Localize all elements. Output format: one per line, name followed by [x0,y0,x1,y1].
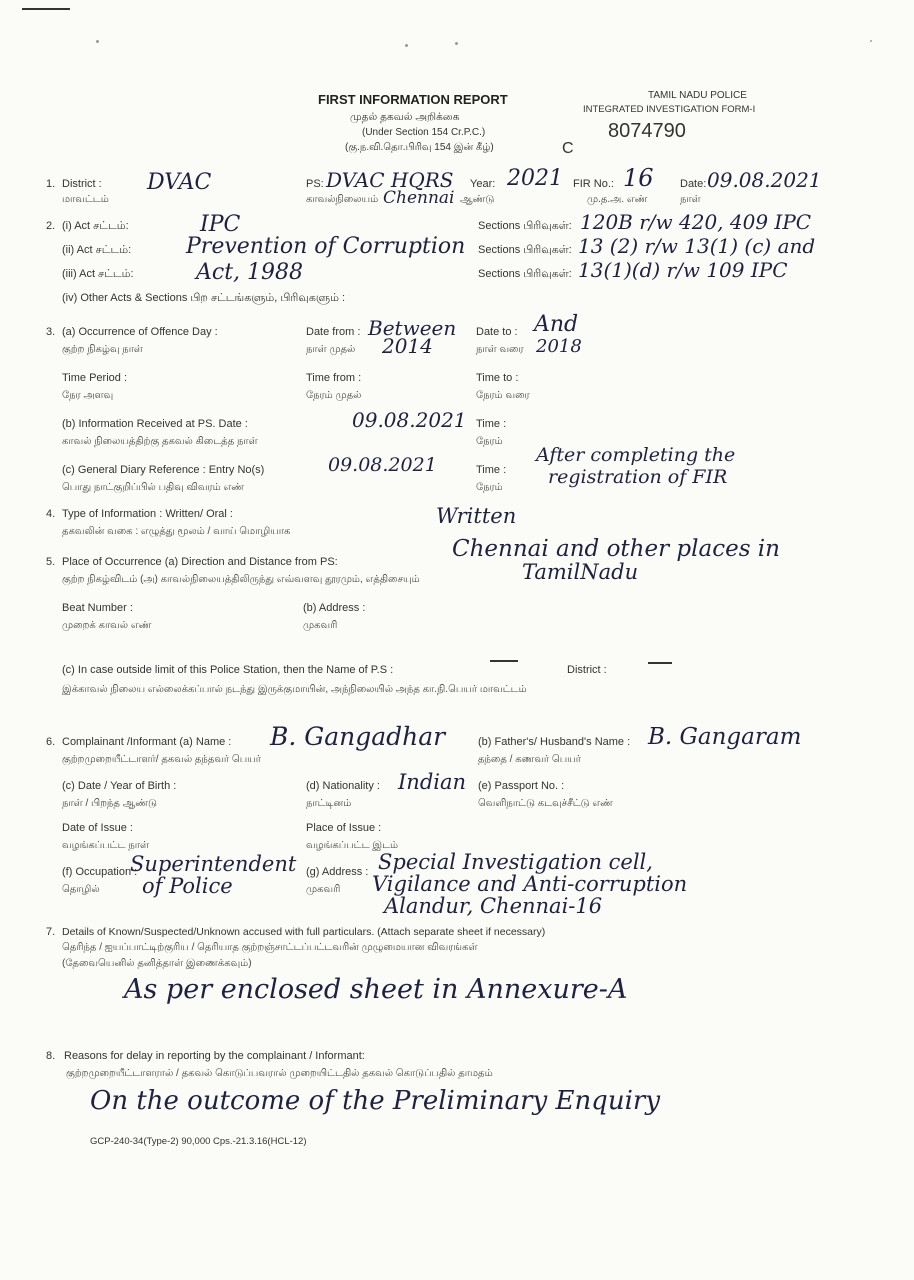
date-from-value: Between [368,316,457,340]
nationality-label: (d) Nationality : [306,780,380,792]
date-from-year: 2014 [382,334,433,358]
ps-label: PS: [306,178,324,190]
accused-value: As per enclosed sheet in Annexure-A [124,974,628,1005]
act2-value: Prevention of Corruption [186,234,466,259]
copy-mark: C [562,140,574,157]
father-name-value: B. Gangaram [648,724,802,750]
complainant-address-label-tamil: முகவரி [306,884,341,895]
time-period-label: Time Period : [62,372,128,384]
date-from-label: Date from : [306,326,361,338]
form-title: FIRST INFORMATION REPORT [318,92,508,107]
sections3-value: 13(1)(d) r/w 109 IPC [578,258,788,282]
nationality-value: Indian [398,770,467,794]
occurrence-day-label-tamil: குற்ற நிகழ்வு நாள் [62,344,143,355]
outside-ps-label: (c) In case outside limit of this Police Station, then the Name of P.S : [62,664,394,676]
date-label: Date: [680,178,707,190]
fir-value: 16 [623,164,654,192]
info-type-value: Written [436,504,517,528]
passport-label: (e) Passport No. : [478,780,565,792]
place-value: Chennai and other places in [452,536,780,562]
date-to-label-tamil: நாள் வரை [476,344,524,355]
district-label: District : [62,178,102,190]
act1-value: IPC [200,212,241,237]
district-label-tamil: மாவட்டம் [62,194,109,205]
place-label: Place of Occurrence (a) Direction and Distance from PS: [62,556,338,568]
time-label-tamil: நேரம் [476,436,503,447]
gd-reference-value: 09.08.2021 [328,454,437,476]
outside-ps-label-tamil: இக்காவல் நிலைய எல்லைக்கப்பால் நடந்து இருக்குமாயின், அந்நிலையில் அந்த கா.நி.பெயர் மாவட்டம் [62,684,527,695]
item-number: 1. [46,178,56,190]
blank-dash [648,662,672,664]
ps-value-2: Chennai [383,188,455,208]
place-address-label: (b) Address : [303,602,366,614]
complainant-address-value-3: Alandur, Chennai-16 [384,894,603,918]
time-from-label-tamil: நேரம் முதல் [306,390,362,401]
under-section-tamil: (கு.ந.வி.தொ.பிரிவு 154 இன் கீழ்) [345,142,494,153]
time-label: Time : [476,418,507,430]
beat-number-label: Beat Number : [62,602,133,614]
scan-speck [870,40,872,42]
complainant-name-value: B. Gangadhar [270,722,446,751]
gd-time-value: After completing the [536,444,736,466]
printer-line: GCP-240-34(Type-2) 90,000 Cps.-21.3.16(HCL-12) [90,1136,307,1147]
scan-speck [96,40,99,43]
outside-district-label: District : [567,664,607,676]
act2-label: (ii) Act சட்டம்: [62,244,132,256]
beat-number-label-tamil: முறைக் காவல் எண் [62,620,152,631]
sections-label: Sections பிரிவுகள்: [478,244,572,256]
sections2-value: 13 (2) r/w 13(1) (c) and [578,234,816,258]
gd-reference-label: (c) General Diary Reference : Entry No(s) [62,464,265,476]
complainant-address-label: (g) Address : [306,866,369,878]
district-value: DVAC [147,170,212,195]
info-type-label: Type of Information : Written/ Oral : [62,508,233,520]
other-acts-label: (iv) Other Acts & Sections பிற சட்டங்களும், பிரிவுகளும் : [62,292,346,304]
passport-label-tamil: வெளிநாட்டு கடவுச்சீட்டு எண் [478,798,613,809]
ps-value: DVAC HQRS [326,168,454,192]
sections-label: Sections பிரிவுகள்: [478,220,572,232]
delay-reason-label-tamil: குற்றமுறையீட்டாளரால் / தகவல் கொடுப்பவரால் முறையிட்டதில் தகவல் கொடுப்பதில் தாமதம் [66,1068,493,1079]
date-value: 09.08.2021 [707,168,822,192]
complainant-address-value-2: Vigilance and Anti-corruption [372,872,688,896]
sections-label: Sections பிரிவுகள்: [478,268,572,280]
ps-label-tamil: காவல்நிலையம் [306,194,379,205]
info-received-label: (b) Information Received at PS. Date : [62,418,248,430]
father-name-label-tamil: தந்தை / கணவர் பெயர் [478,754,581,765]
time-to-label-tamil: நேரம் வரை [476,390,530,401]
scan-edge-mark [22,8,70,10]
fir-label-tamil: மு.த.அ. எண் [587,194,648,205]
dob-label: (c) Date / Year of Birth : [62,780,177,792]
occupation-label: (f) Occupation : [62,866,138,878]
place-label-tamil: குற்ற நிகழ்விடம் (அ) காவல்நிலையத்திலிருந்து எவ்வளவு தூரமும், எத்திசையும் [62,574,420,585]
info-received-label-tamil: காவல் நிலையத்திற்கு தகவல் கிடைத்த நாள் [62,436,258,447]
act3-value: Act, 1988 [196,260,304,285]
delay-reason-value: On the outcome of the Preliminary Enquiry [90,1086,661,1116]
gd-time-label: Time : [476,464,507,476]
gd-reference-label-tamil: பொது நாட்குறிப்பில் பதிவு விவரம் எண் [62,482,245,493]
gd-time-value-2: registration of FIR [548,466,728,488]
time-from-label: Time from : [306,372,362,384]
blank-dash [490,660,518,662]
complainant-name-label-tamil: குற்றமுறையீட்டாளர்/ தகவல் தந்தவர் பெயர் [62,754,261,765]
date-label-tamil: நாள் [680,194,701,205]
year-value: 2021 [507,166,563,191]
fir-label: FIR No.: [573,178,614,190]
form-name: INTEGRATED INVESTIGATION FORM-I [583,104,756,115]
nationality-label-tamil: நாட்டினம் [306,798,352,809]
accused-label: Details of Known/Suspected/Unknown accused with full particulars. (Attach separate sheet if necessary) [62,926,546,938]
sections1-value: 120B r/w 420, 409 IPC [580,210,812,234]
item-number: 8. [46,1050,56,1062]
time-to-label: Time to : [476,372,519,384]
item-number: 6. [46,736,56,748]
item-number: 3. [46,326,56,338]
act3-label: (iii) Act சட்டம்: [62,268,134,280]
accused-label-tamil: தெரிந்த / ஐயப்பாட்டிற்குரிய / தெரியாத குற்றஞ்சாட்டப்பட்டவரின் முழுமையான விவரங்கள் [62,942,478,953]
issue-place-label: Place of Issue : [306,822,382,834]
place-address-label-tamil: முகவரி [303,620,338,631]
year-label: Year: [470,178,496,190]
serial-number: 8074790 [608,120,686,142]
info-type-label-tamil: தகவலின் வகை : எழுத்து மூலம் / வாய் மொழியாக [62,526,291,537]
police-title: TAMIL NADU POLICE [648,90,747,101]
date-to-value: And [534,312,579,337]
occupation-value-2: of Police [142,874,233,898]
date-to-label: Date to : [476,326,518,338]
item-number: 7. [46,926,56,938]
date-to-year: 2018 [536,336,582,357]
issue-date-label: Date of Issue : [62,822,133,834]
time-period-label-tamil: நேர அளவு [62,390,114,401]
issue-date-label-tamil: வழங்கப்பட்ட நாள் [62,840,150,851]
item-number: 5. [46,556,56,568]
gd-time-label-tamil: நேரம் [476,482,503,493]
place-value-2: TamilNadu [522,560,639,584]
dob-label-tamil: நாள் / பிறந்த ஆண்டு [62,798,157,809]
complainant-name-label: Complainant /Informant (a) Name : [62,736,232,748]
accused-label-tamil-2: (தேவையெனில் தனித்தாள் இணைக்கவும்) [62,958,252,969]
scan-speck [455,42,458,45]
father-name-label: (b) Father's/ Husband's Name : [478,736,631,748]
occurrence-day-label: (a) Occurrence of Offence Day : [62,326,218,338]
item-number: 4. [46,508,56,520]
scan-speck [405,44,408,47]
delay-reason-label: Reasons for delay in reporting by the complainant / Informant: [64,1050,365,1062]
occupation-label-tamil: தொழில் [62,884,100,895]
complainant-address-value: Special Investigation cell, [378,850,653,874]
info-received-value: 09.08.2021 [352,408,467,432]
issue-place-label-tamil: வழங்கப்பட்ட இடம் [306,840,399,851]
year-label-tamil: ஆண்டு [460,194,495,205]
act1-label: (i) Act சட்டம்: [62,220,129,232]
form-title-tamil: முதல் தகவல் அறிக்கை [350,111,460,123]
item-number: 2. [46,220,56,232]
under-section: (Under Section 154 Cr.P.C.) [362,127,486,138]
occupation-value: Superintendent [130,852,297,876]
date-from-label-tamil: நாள் முதல் [306,344,356,355]
